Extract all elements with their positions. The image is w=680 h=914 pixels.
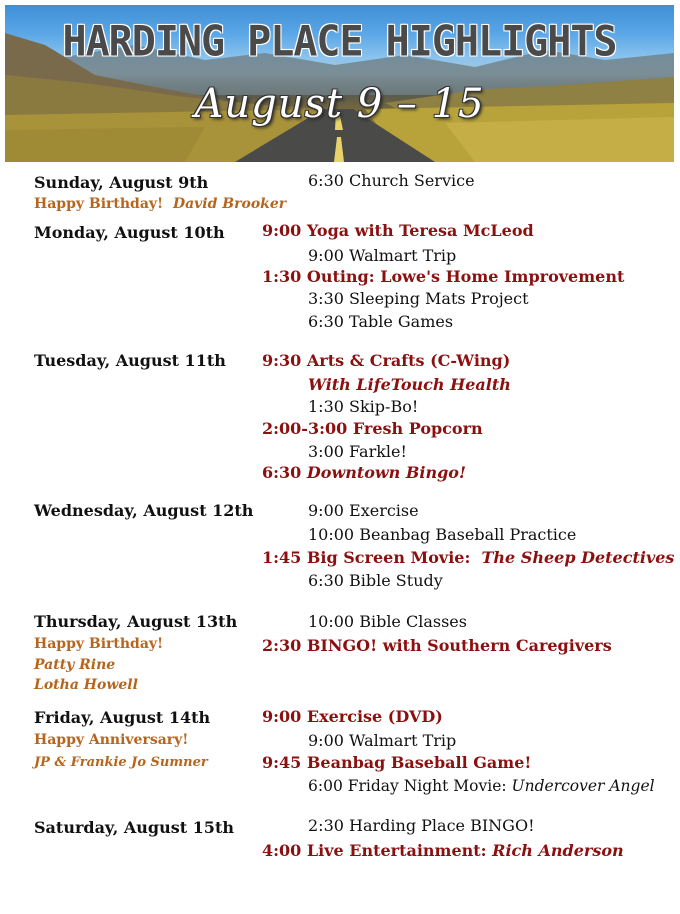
highlight-event [262,465,466,481]
event-item: 2:30 Harding Place BINGO! [308,816,535,835]
highlight-event: 1:30 Outing: Lowe's Home Improvement [262,267,625,286]
event-item: 3:00 Farkle! [308,442,407,461]
header-banner [5,5,674,162]
birthday-name: David Brooker [172,196,287,212]
highlight-event: 9:00 Yoga with Teresa McLeod [262,221,534,240]
highlight-event: 9:30 Arts & Crafts (C-Wing) [262,351,511,370]
event-item: 6:30 Table Games [308,312,454,331]
event-item: 1:30 Skip-Bo! [308,397,419,416]
event-time: 6:30 [262,463,302,482]
event-item: 3:30 Sleeping Mats Project [308,289,529,308]
movie-prefix: 1:45 Big Screen Movie: [262,548,471,567]
event-item: 9:00 Exercise [308,501,419,520]
event-item: 10:00 Beanbag Baseball Practice [308,525,577,544]
highlight-event: 9:00 Exercise (DVD) [262,707,443,726]
banner-subtitle: August 9 – 15 [194,81,485,127]
movie-prefix: 6:00 Friday Night Movie: [308,777,507,795]
performer-name: Rich Anderson [492,841,624,860]
day-label-saturday: Saturday, August 15th [34,818,234,837]
movie-title: The Sheep Detectives [481,548,675,567]
event-prefix: 4:00 Live Entertainment: [262,841,487,860]
highlight-event-sponsor: With LifeTouch Health [308,375,511,394]
movie-title: Undercover Angel [511,777,655,795]
day-label-tuesday: Tuesday, August 11th [34,351,226,370]
event-item: 6:30 Bible Study [308,571,443,590]
anniversary-note: Happy Anniversary! [34,732,189,748]
highlight-event: 9:45 Beanbag Baseball Game! [262,753,532,772]
event-item: 6:30 Church Service [308,171,475,190]
event-title: Downtown Bingo! [306,463,466,482]
banner-title: HARDING PLACE HIGHLIGHTS [62,17,617,67]
birthday-name: Lotha Howell [34,677,138,693]
highlight-event [262,550,674,566]
day-label-sunday: Sunday, August 9th [34,173,209,192]
event-item: 10:00 Bible Classes [308,612,467,631]
event-item: 9:00 Walmart Trip [308,246,457,265]
highlight-event [262,843,624,859]
birthday-note: Happy Birthday! [34,636,164,652]
sunday-birthday-note [34,197,286,211]
anniversary-names: JP & Frankie Jo Sumner [34,755,208,770]
highlight-event: 2:30 BINGO! with Southern Caregivers [262,636,612,655]
day-label-friday: Friday, August 14th [34,708,211,727]
birthday-name: Patty Rine [34,657,116,673]
event-item: 9:00 Walmart Trip [308,731,457,750]
day-label-thursday: Thursday, August 13th [34,612,238,631]
birthday-prefix: Happy Birthday! [34,196,164,212]
highlight-event: 2:00-3:00 Fresh Popcorn [262,419,483,438]
event-item [308,779,655,795]
day-label-wednesday: Wednesday, August 12th [34,501,254,520]
day-label-monday: Monday, August 10th [34,223,225,242]
